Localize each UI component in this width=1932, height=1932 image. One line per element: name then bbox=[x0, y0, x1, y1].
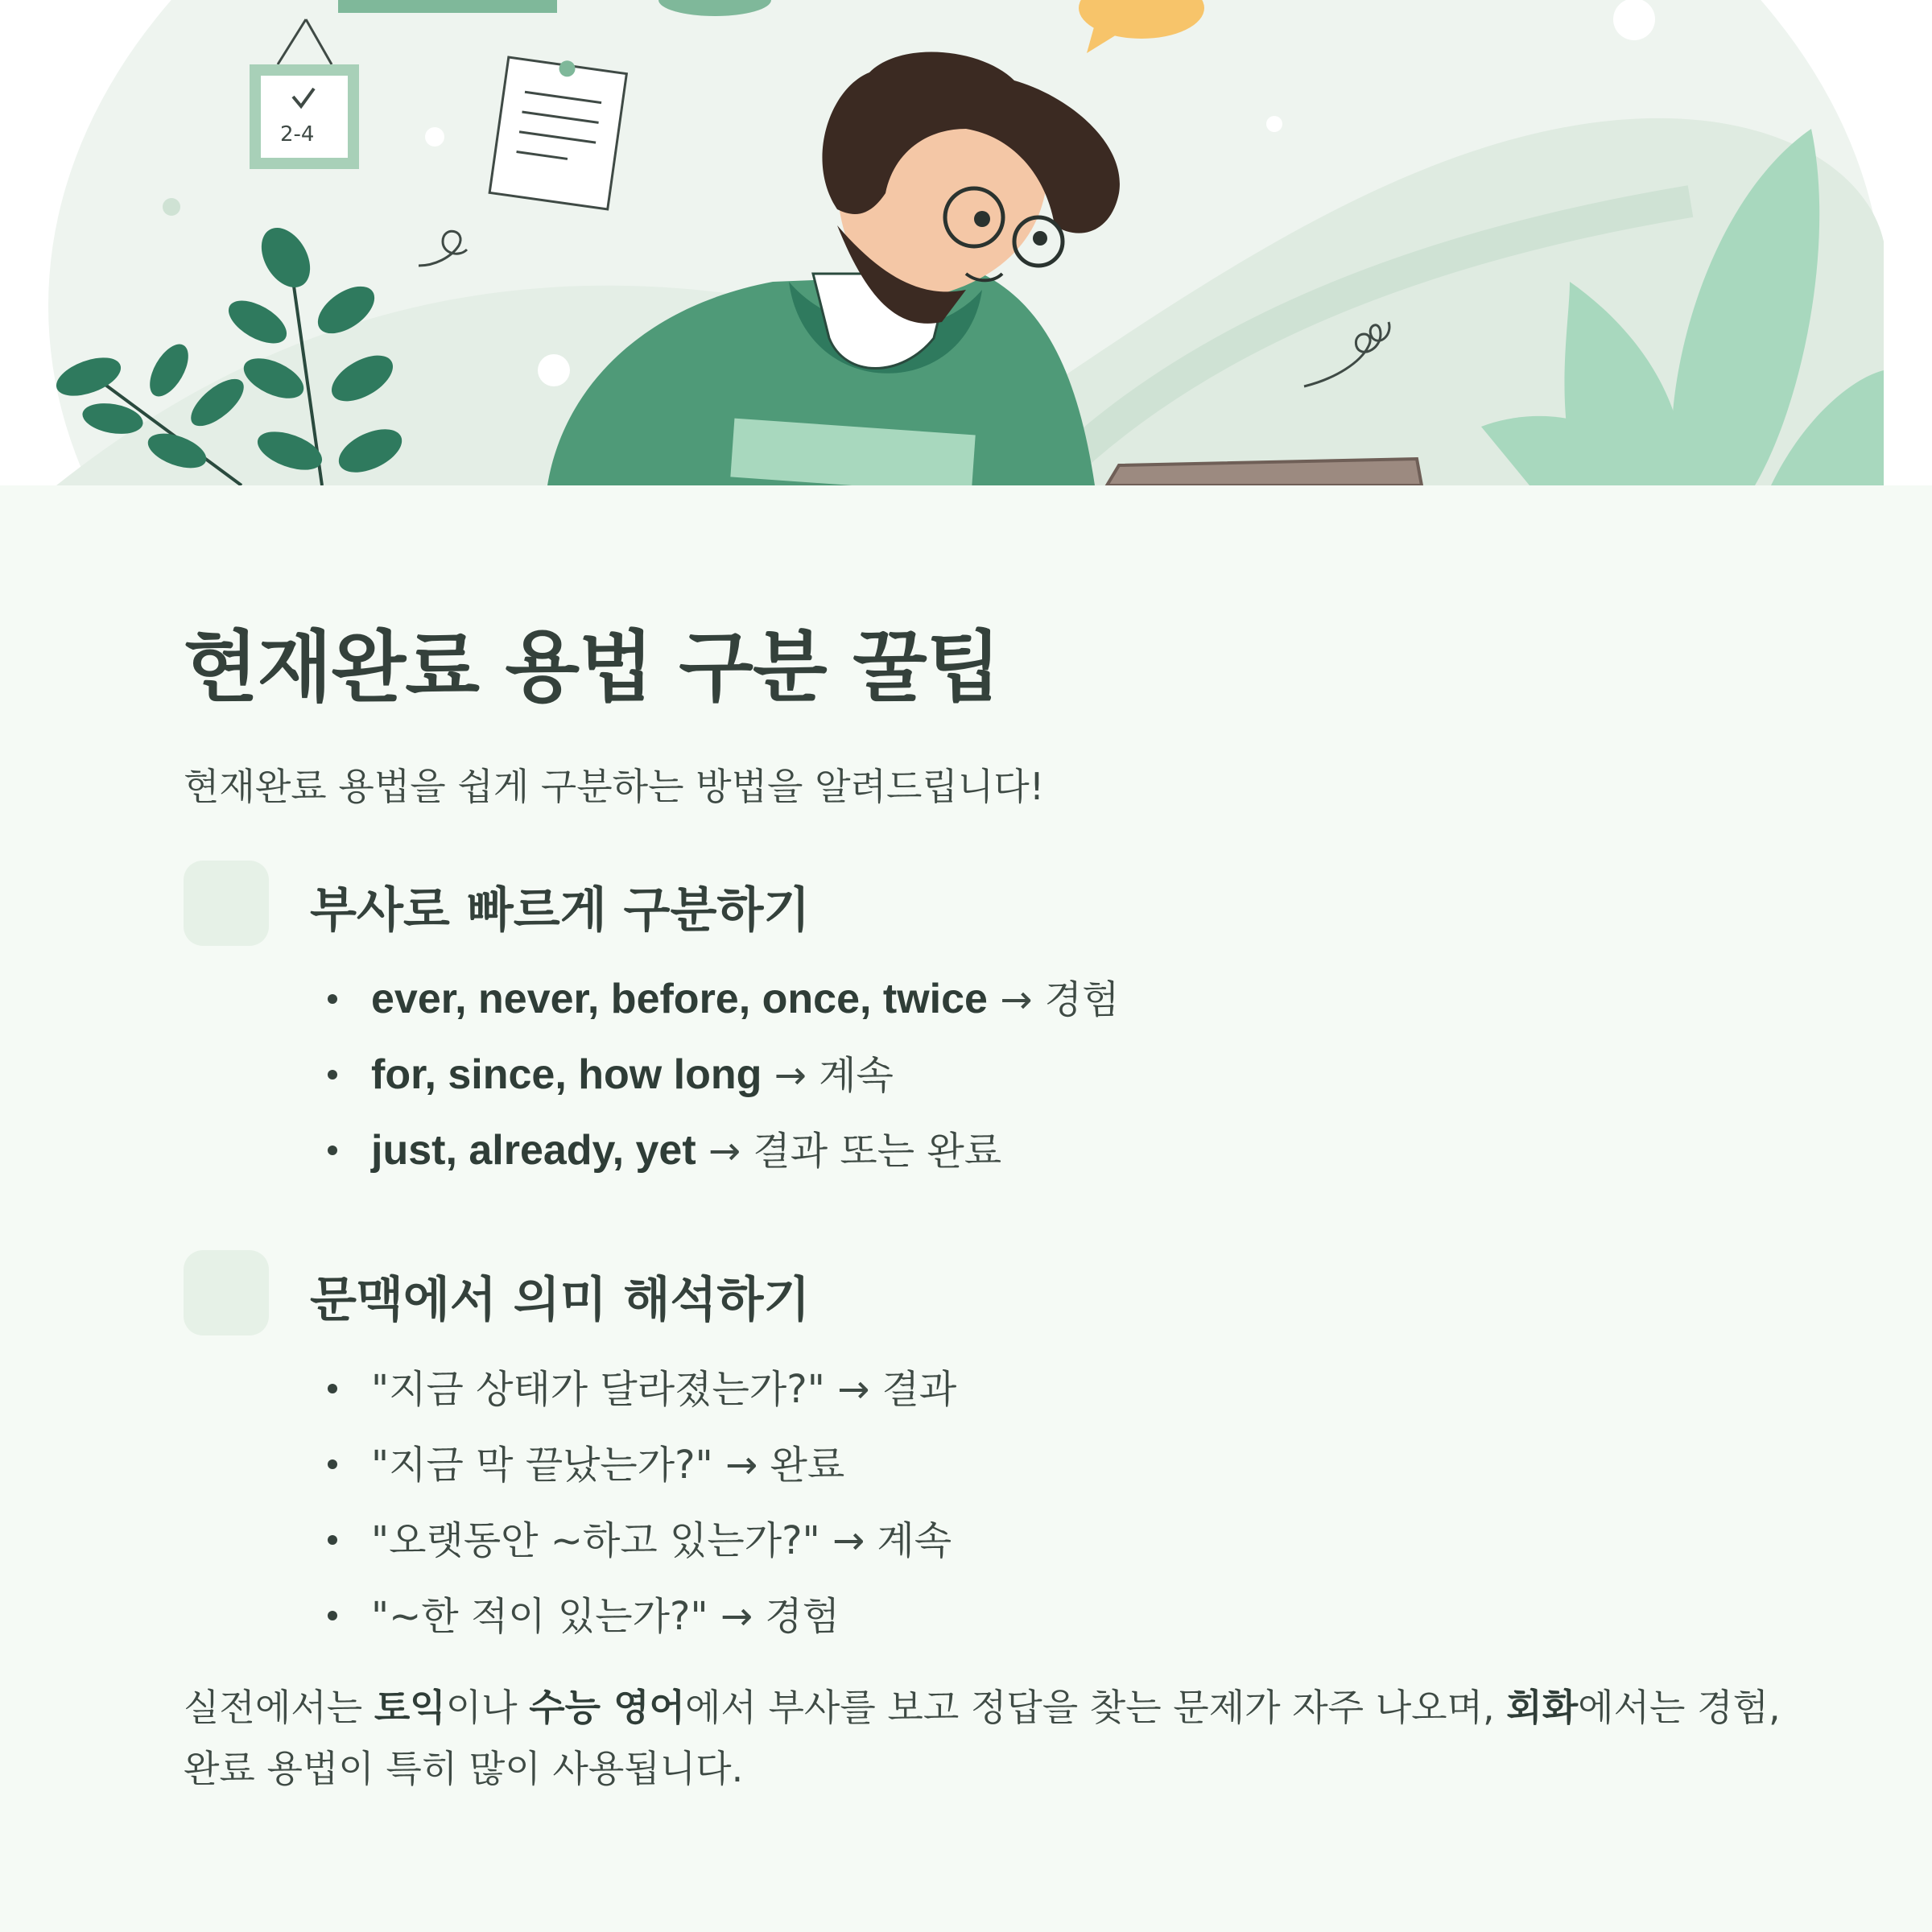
keyword-text: for, since, how long bbox=[371, 1051, 762, 1098]
question-text: "~한 적이 있는가?" → 경험 bbox=[371, 1594, 840, 1639]
hero-illustration-art bbox=[0, 0, 1932, 485]
closing-emphasis: 수능 영어 bbox=[529, 1686, 685, 1729]
list-item bbox=[310, 1434, 956, 1509]
closing-text: 이나 bbox=[445, 1686, 530, 1729]
bullet-list bbox=[310, 1358, 956, 1661]
closing-paragraph bbox=[184, 1677, 1794, 1799]
shelf-icon bbox=[338, 0, 557, 13]
question-text: "지금 상태가 달라졌는가?" → 결과 bbox=[371, 1367, 957, 1412]
list-item bbox=[310, 1358, 956, 1434]
page-subtitle: 현재완료 용법을 쉽게 구분하는 방법을 알려드립니다! bbox=[184, 765, 1045, 808]
closing-emphasis: 회화 bbox=[1506, 1686, 1579, 1729]
question-text: "지금 막 끝났는가?" → 완료 bbox=[371, 1443, 845, 1488]
meaning-text: → 결과 또는 완료 bbox=[696, 1129, 1002, 1174]
list-item bbox=[310, 1585, 956, 1661]
list-item bbox=[310, 1509, 956, 1585]
bullet-list bbox=[310, 968, 1119, 1195]
keyword-text: just, already, yet bbox=[371, 1127, 696, 1174]
closing-text: 실전에서는 bbox=[184, 1686, 374, 1729]
list-item bbox=[310, 1044, 1119, 1120]
question-text: "오랫동안 ~하고 있는가?" → 계속 bbox=[371, 1518, 952, 1563]
section-title: 부사로 빠르게 구분하기 bbox=[310, 882, 811, 939]
list-item bbox=[310, 1120, 1119, 1195]
section-badge-icon bbox=[184, 1250, 269, 1335]
section-badge-icon bbox=[184, 861, 269, 946]
hero-illustration bbox=[0, 0, 1932, 485]
closing-text: 에서는 경험, 완료 용법이 특히 많이 사용됩니다. bbox=[184, 1686, 1781, 1790]
meaning-text: → 경험 bbox=[987, 977, 1120, 1022]
svg-text:2-4: 2-4 bbox=[280, 122, 315, 147]
paper-note-icon bbox=[489, 52, 627, 209]
closing-text: 에서 부사를 보고 정답을 찾는 문제가 자주 나오며, bbox=[684, 1686, 1507, 1729]
closing-emphasis: 토익 bbox=[374, 1686, 446, 1729]
page-title: 현재완료 용법 구분 꿀팁 bbox=[184, 622, 1001, 712]
meaning-text: → 계속 bbox=[762, 1053, 894, 1098]
keyword-text: ever, never, before, once, twice bbox=[371, 976, 988, 1022]
list-item bbox=[310, 968, 1119, 1044]
section-title: 문맥에서 의미 해석하기 bbox=[310, 1272, 811, 1328]
